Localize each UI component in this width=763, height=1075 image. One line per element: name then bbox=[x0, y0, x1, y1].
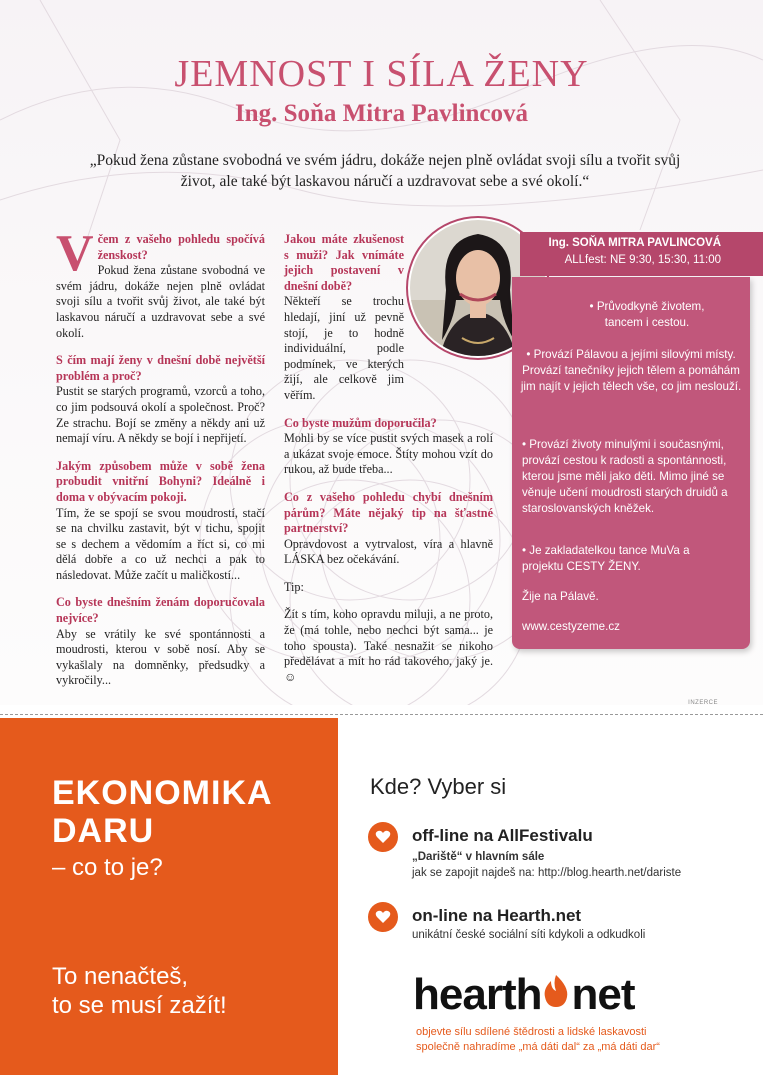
question: Co byste mužům doporučila? bbox=[284, 415, 437, 430]
lead-quote bbox=[60, 150, 710, 192]
ad-left-panel bbox=[0, 718, 338, 1075]
question: Jakou máte zkušenost s muži? Jak vnímáte jejich postavení v dnešní době? bbox=[284, 232, 404, 293]
hearth-net-logo[interactable]: hearth net bbox=[413, 970, 635, 1019]
answer: Aby se vrátily ke své spontánnosti a moudrosti, kterou v sobě nosí. Aby se vykašlaly na domněnky, předsudky a vykročily... bbox=[56, 626, 265, 688]
question: S čím mají ženy v dnešní době největší problém a proč? bbox=[56, 353, 265, 383]
profile-box bbox=[512, 277, 750, 649]
answer: Tím, že se spojí se svou moudrostí, stačí se na chvilku zastavit, být v tichu, spojit se s dechem a vědomím a říct si, co mi dělá dobře a co už nechci a pak to následovat. Může začít u maličkostí... bbox=[56, 505, 265, 582]
quote-line: „Pokud žena zůstane svobodná ve svém jádru, dokáže nejen plně ovládat svoji sílu a tvořit svůj bbox=[89, 152, 681, 169]
ad-subheadline: – co to je? bbox=[52, 854, 163, 881]
online-option-desc: unikátní české sociální síti kdykoli a odkudkoli bbox=[412, 929, 646, 941]
profile-item: • Provází Pálavou a jejími silovými místy. Provází tanečníky jejich tělem a pomáhám jim najít v jejich tělech vše, co jim neslouží. bbox=[520, 348, 742, 393]
answer: Někteří se trochu hledají, jiní už pevně stojí, je to hodně individuální, podle podmínek, ve kterých žijí, ale celkově jim věřím. bbox=[284, 294, 404, 402]
slogan-line: to se musí zažít! bbox=[52, 992, 227, 1019]
slogan-line: To nenačteš, bbox=[52, 963, 189, 990]
heart-icon bbox=[368, 822, 398, 852]
tip-label: Tip: bbox=[284, 579, 304, 594]
answer: Opravdovost a vytrvalost, víra a hlavně LÁSKA bez očekávání. bbox=[284, 536, 493, 567]
ad-question: Kde? Vyber si bbox=[370, 774, 507, 799]
ad-right-panel bbox=[338, 718, 763, 1075]
drop-cap: V bbox=[56, 225, 94, 282]
ad-slogan bbox=[52, 962, 227, 1020]
flame-icon bbox=[541, 970, 571, 1020]
question: Včem z vašeho pohledu spočívá ženskost? bbox=[56, 225, 265, 282]
profile-name: Ing. SOŇA MITRA PAVLINCOVÁ bbox=[548, 237, 721, 249]
offline-option-place: „Dariště“ v hlavním sále bbox=[412, 851, 545, 863]
article-subtitle: Ing. Soňa Mitra Pavlincová bbox=[234, 100, 529, 127]
profile-item: • Je zakladatelkou tance MuVa a projektu CESTY ŽENY. bbox=[522, 544, 690, 573]
offline-option-title[interactable]: off-line na AllFestivalu bbox=[412, 826, 593, 845]
article-title: JEMNOST I SÍLA ŽENY bbox=[174, 53, 589, 95]
advertisement bbox=[0, 718, 763, 1075]
answer: Pustit se starých programů, vzorců a toho, co jim podsouvá okolí a společnost. Proč? Ze strachu. Bojí se změny a někdy ani už nemají víru. A někdy se bojí i nepřijetí. bbox=[56, 384, 265, 446]
ad-tagline bbox=[416, 1025, 660, 1055]
question: Jakým způsobem může v sobě žena probudit vnitřní Bohyni? Ideálně i doma v obývacím pokoji. bbox=[56, 458, 265, 504]
festival-schedule: ALLfest: NE 9:30, 15:30, 11:00 bbox=[564, 254, 721, 266]
interview-column-1 bbox=[56, 225, 265, 701]
question: Co z vašeho pohledu chybí dnešním párům? Máte nějaký tip na šťastné partnerství? bbox=[284, 489, 493, 536]
ad-separator bbox=[0, 714, 763, 715]
profile-name-band bbox=[520, 232, 763, 276]
heart-icon bbox=[368, 902, 398, 932]
offline-option-link[interactable]: jak se zapojit najdeš na: http://blog.hearth.net/dariste bbox=[412, 867, 682, 879]
question: Co byste dnešním ženám doporučovala nejvíce? bbox=[56, 595, 265, 626]
profile-item: • Provází životy minulými i současnými, provází cestou k radosti a spontánnosti, kterou jsme měli jako děti. Mimo jiné se věnuje učení moudrosti starých druidů a staroslovanských kněžek. bbox=[522, 438, 728, 515]
quote-line: život, ale také být laskavou náručí a uzdravovat sebe a své okolí.“ bbox=[180, 173, 590, 190]
ad-label: INZERCE bbox=[688, 700, 718, 706]
ad-headline: EKONOMIKA DARU bbox=[52, 774, 272, 850]
tagline-line: společně nahradíme „má dáti dal“ za „má dáti dar“ bbox=[416, 1041, 660, 1053]
online-option-title[interactable]: on-line na Hearth.net bbox=[412, 906, 582, 925]
answer: Mohli by se více pustit svých masek a rolí a ukázat svoje emoce. Štíty mohou vzít do rukou, až bude třeba... bbox=[284, 431, 493, 477]
profile-item: Žije na Pálavě. bbox=[522, 590, 599, 603]
website-link[interactable]: www.cestyzeme.cz bbox=[522, 620, 620, 633]
answer: Žít s tím, koho opravdu miluji, a ne proto, že (má tohle, nebo nechci být sama... je toho spousta). Také nesnažit se nikoho předělávat a mít ho rád takového, jaký je. ☺ bbox=[284, 607, 493, 684]
tagline-line: objevte sílu sdílené štědrosti a lidské laskavosti bbox=[416, 1026, 647, 1038]
answer: Pokud žena zůstane svobodná ve svém jádru, dokáže nejen plně ovládat svoji sílu a tvořit svůj život, ale také být laskavou náručí a uzdravovat sebe a své okolí. bbox=[56, 263, 265, 340]
profile-item: • Průvodkyně životem, tancem i cestou. bbox=[589, 300, 705, 329]
